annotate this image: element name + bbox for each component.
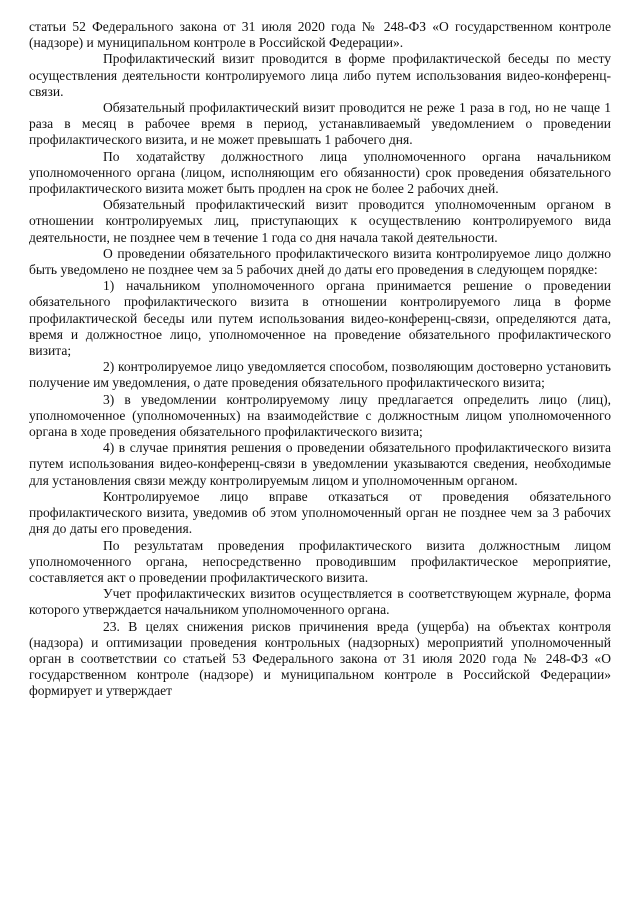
paragraph-visit-extension: По ходатайству должностного лица уполномоченного органа начальником уполномоченного органа (лицом, исполняющим его обязанности) срок проведения обязательного профилактического визита может быть продлен на срок не более 2 рабочих дней. bbox=[29, 148, 611, 197]
paragraph-item-2: 2) контролируемое лицо уведомляется способом, позволяющим достоверно установить получение им уведомления, о дате проведения обязательного профилактического визита; bbox=[29, 359, 611, 391]
paragraph-item-1: 1) начальником уполномоченного органа принимается решение о проведении обязательного профилактического визита в отношении контролируемого лица в форме профилактической беседы или путем использования видео-конференц-связи, определяются дата, время и должностное лицо, уполномоченное на проведение обязательного профилактического визита; bbox=[29, 278, 611, 359]
paragraph-refusal: Контролируемое лицо вправе отказаться от проведения обязательного профилактического визита, уведомив об этом уполномоченный орган не позднее чем за 3 рабочих дня до даты его проведения. bbox=[29, 488, 611, 537]
paragraph-notification-order: О проведении обязательного профилактического визита контролируемое лицо должно быть уведомлено не позднее чем за 5 рабочих дней до даты его проведения в следующем порядке: bbox=[29, 245, 611, 278]
paragraph-continuation: статьи 52 Федерального закона от 31 июля 2020 года № 248-ФЗ «О государственном контроле (надзоре) и муниципальном контроле в Российской Федерации». bbox=[29, 19, 611, 51]
paragraph-visit-frequency: Обязательный профилактический визит проводится не реже 1 раза в год, но не чаще 1 раза в месяц в рабочее время в период, устанавливаемый уведомлением о проведении профилактического визита, и не может превышать 1 рабочего дня. bbox=[29, 100, 611, 148]
paragraph-section-23: 23. В целях снижения рисков причинения вреда (ущерба) на объектах контроля (надзора) и оптимизации проведения контрольных (надзорных) мероприятий уполномоченный орган в соответствии со статьей 53 Федерального закона от 31 июля 2020 года № 248-ФЗ «О государственном контроле (надзоре) и муниципальном контроле в Российской Федерации» формирует и утверждает bbox=[29, 618, 611, 699]
document-page bbox=[29, 19, 611, 700]
paragraph-item-3: 3) в уведомлении контролируемому лицу предлагается определить лицо (лиц), уполномоченное (уполномоченных) на взаимодействие с должностным лицом уполномоченного органа в ходе проведения обязательного профилактического визита; bbox=[29, 391, 611, 440]
paragraph-visit-journal: Учет профилактических визитов осуществляется в соответствующем журнале, форма которого утверждается начальником уполномоченного органа. bbox=[29, 586, 611, 618]
paragraph-item-4: 4) в случае принятия решения о проведении обязательного профилактического визита путем использования видео-конференц-связи в уведомлении указываются сведения, необходимые для установления связи между контролируемым лицом и уполномоченным органом. bbox=[29, 440, 611, 488]
paragraph-visit-form: Профилактический визит проводится в форме профилактической беседы по месту осуществления деятельности контролируемого лица либо путем использования видео-конференц-связи. bbox=[29, 51, 611, 99]
paragraph-new-activity: Обязательный профилактический визит проводится уполномоченным органом в отношении контролируемых лиц, приступающих к осуществлению контролируемого вида деятельности, не позднее чем в течение 1 года со дня начала такой деятельности. bbox=[29, 197, 611, 245]
paragraph-visit-act: По результатам проведения профилактического визита должностным лицом уполномоченного органа, непосредственно проводившим профилактическое мероприятие, составляется акт о проведении профилактического визита. bbox=[29, 537, 611, 585]
